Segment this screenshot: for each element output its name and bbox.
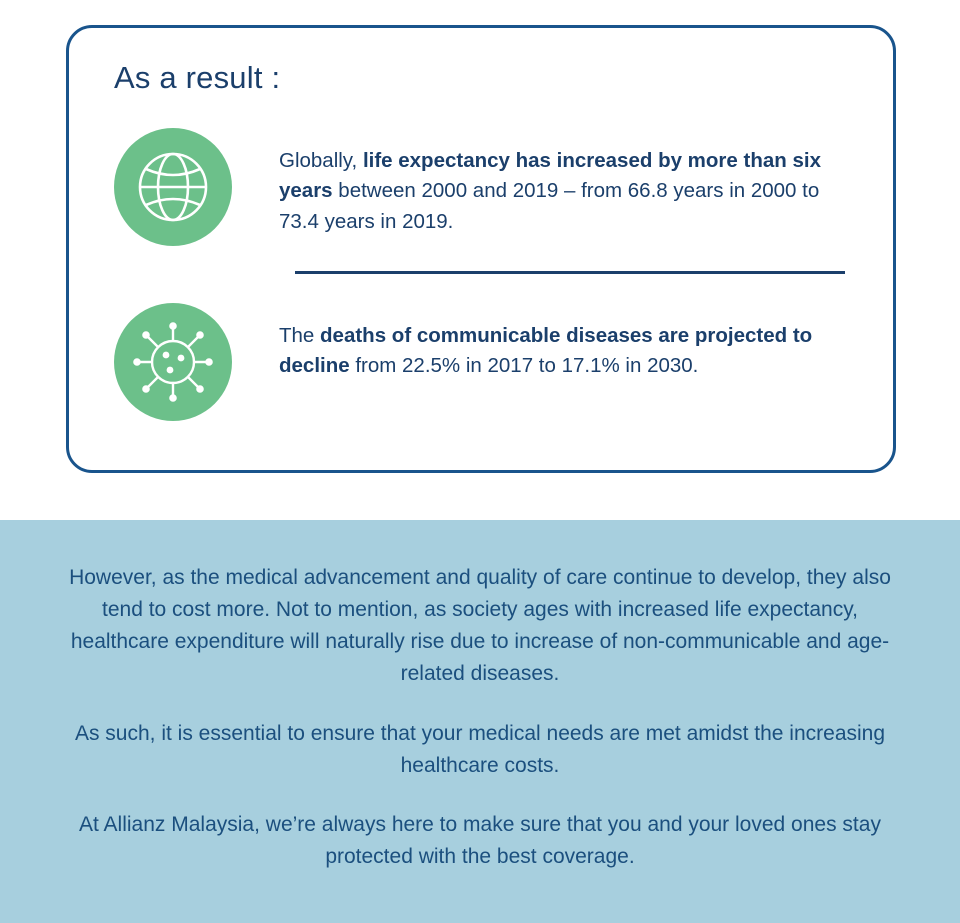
result-card xyxy=(66,25,896,473)
fact-bold-1: life expectancy has increased by more than six years xyxy=(279,149,821,203)
fact-item-virus xyxy=(114,303,829,421)
closing-paragraph: At Allianz Malaysia, we’re always here to make sure that you and your loved ones stay protected with the best coverage. xyxy=(79,813,881,869)
fact-text-globe xyxy=(279,128,829,237)
fact-divider xyxy=(295,271,845,274)
card-title: As a result : xyxy=(114,60,281,95)
closing-panel xyxy=(0,520,960,923)
fact-tail-1: between 2000 and 2019 – from 66.8 years in 2000 to 73.4 years in 2019. xyxy=(279,179,820,233)
fact-tail-2: from 22.5% in 2017 to 17.1% in 2030. xyxy=(349,354,699,378)
fact-text-virus xyxy=(279,303,829,382)
fact-lead-1: Globally, xyxy=(279,149,363,172)
fact-item-globe xyxy=(114,128,829,246)
virus-icon xyxy=(114,303,232,421)
globe-icon xyxy=(114,128,232,246)
closing-panel-inner xyxy=(0,520,960,873)
fact-lead-2: The xyxy=(279,324,321,347)
closing-paragraph: However, as the medical advancement and quality of care continue to develop, they also tend to cost more. Not to mention, as society ages with increased life expectancy, healthcare expenditure will naturally rise due to increase of non-communicable and age-related diseases. xyxy=(69,566,891,685)
fact-bold-2: deaths of communicable diseases are projected to decline xyxy=(279,324,813,378)
closing-paragraph: As such, it is essential to ensure that your medical needs are met amidst the increasing healthcare costs. xyxy=(74,721,886,777)
